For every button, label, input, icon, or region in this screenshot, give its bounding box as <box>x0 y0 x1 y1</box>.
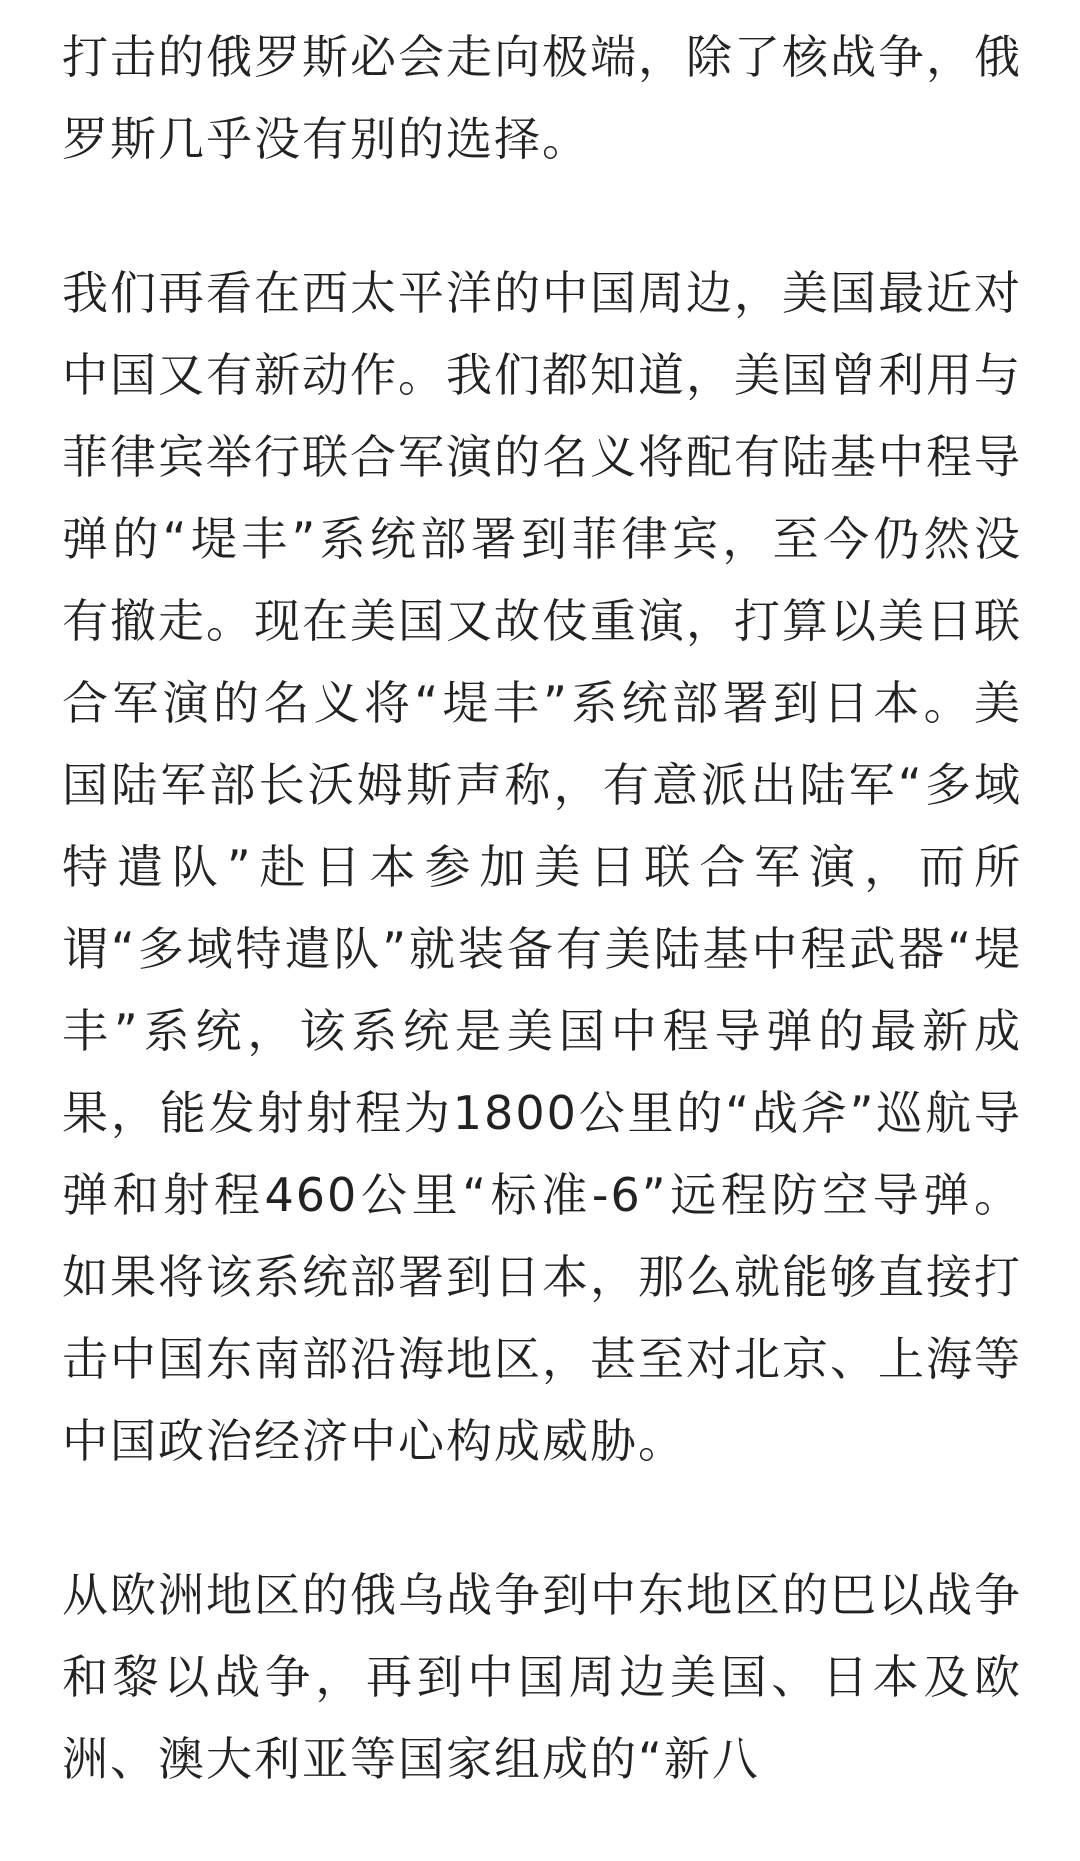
paragraph-2: 我们再看在西太平洋的中国周边，美国最近对中国又有新动作。我们都知道，美国曾利用与菲律宾举行联合军演的名义将配有陆基中程导弹的“堤丰”系统部署到菲律宾，至今仍然没有撤走。现在美国又故伎重演，打算以美日联合军演的名义将“堤丰”系统部署到日本。美国陆军部长沃姆斯声称，有意派出陆军“多域特遣队”赴日本参加美日联合军演，而所谓“多域特遣队”就装备有美陆基中程武器“堤丰”系统，该系统是美国中程导弹的最新成果，能发射射程为1800公里的“战斧”巡航导弹和射程460公里“标准-6”远程防空导弹。如果将该系统部署到日本，那么就能够直接打击中国东南部沿海地区，甚至对北京、上海等中国政治经济中心构成威胁。 <box>62 266 1022 1468</box>
paragraph-3: 从欧洲地区的俄乌战争到中东地区的巴以战争和黎以战争，再到中国周边美国、日本及欧洲、澳大利亚等国家组成的“新八 <box>62 1568 1022 1786</box>
paragraph-1: 打击的俄罗斯必会走向极端，除了核战争，俄罗斯几乎没有别的选择。 <box>62 30 1022 166</box>
article-body <box>62 0 1022 1800</box>
